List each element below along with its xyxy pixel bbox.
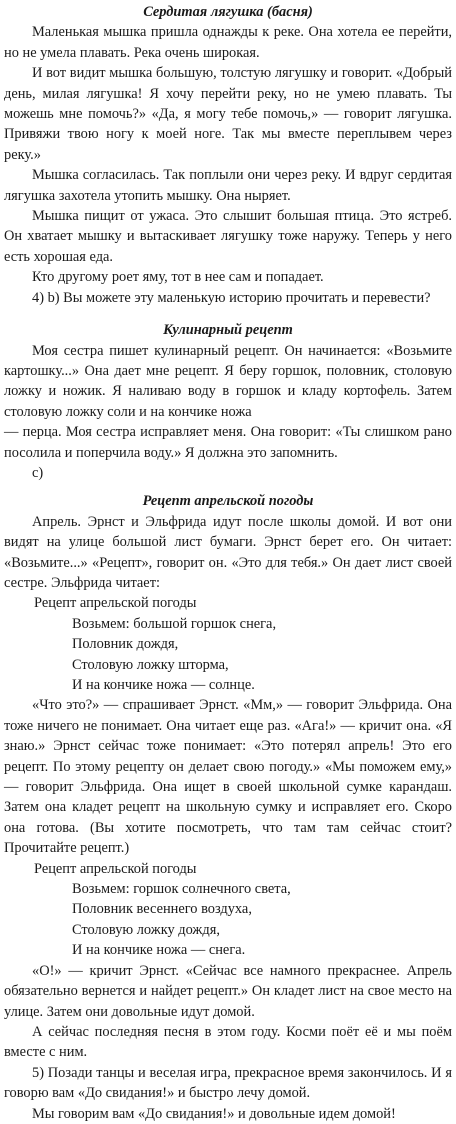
exercise-4b: 4) b) Вы можете эту маленькую историю прочитать и перевести? [32,289,431,306]
recipe-line: И на кончике ножа — снега. [72,942,246,959]
fable-paragraph: Мышка согласилась. Так поплыли они через реку. И вдруг сердитая лягушка захотела утопить мышку. Она ныряет. [4,167,452,204]
recipe-1 [4,593,452,695]
song-intro: А сейчас последняя песня в этом году. Косми поёт её и мы поём вместе с ним. [4,1023,452,1061]
recipe-line: Возьмем: горшок солнечного света, [72,881,291,898]
story-paragraph: Апрель. Эрнст и Эльфрида идут после школы домой. И вот они видят на улице большой лист бумаги. Эрнст берет его. Он читает: «Возьмите...» «Рецепт», говорит он. «Это для тебя.» Он дает лист своей сестре. Эльфрида читает: [4,513,452,591]
fable-paragraph: И вот видит мышка большую, толстую лягушку и говорит. «Добрый день, милая лягушка! Я хочу перейти реку, но не умею плавать. Ты можешь мне помочь?» «Да, я могу тебе помочь,» — говорит лягушка. Привяжи твою ногу к моей ноге. Так мы вместе переплывем через реку.» [4,65,452,163]
culinary-title: Кулинарный рецепт [163,322,293,339]
page [4,0,452,1124]
exercise-c: c) [32,464,44,481]
recipe-line: Столовую ложку шторма, [72,656,229,673]
fable-paragraph: Мышка пищит от ужаса. Это слышит большая птица. Это ястреб. Он хватает мышку и вытаскивает лягушку тоже наружу. Теперь у него есть хорошая еда. [4,208,452,265]
recipe-line: И на кончике ножа — солнце. [72,677,255,693]
fable-paragraph: Маленькая мышка пришла однажды к реке. Она хотела ее перейти, но не умела плавать. Река очень широкая. [4,24,452,61]
fable-moral: Кто другому роет яму, тот в нее сам и попадает. [32,269,324,286]
culinary-paragraph: — перца. Моя сестра исправляет меня. Она говорит: «Ты слишком рано посолила и поперчила воду.» Я должна это запомнить. [4,424,452,461]
fable-title: Сердитая лягушка (басня) [143,4,313,20]
closing-line: Мы говорим вам «До свидания!» и довольные идем домой! [32,1105,396,1122]
culinary-paragraph: Моя сестра пишет кулинарный рецепт. Он начинается: «Возьмите картошку...» Она дает мне рецепт. Я беру горшок, половник, столовую ложку и ножик. Я наливаю воду в горшок и кладу кортофель. Затем столовую ложку соли и на кончике ножа [4,342,452,420]
story-paragraph: «О!» — кричит Эрнст. «Сейчас все намного прекраснее. Апрель обязательно вернется и найдет рецепт.» Он кладет лист на свое место на улице. Затем они довольные идут домой. [4,962,452,1020]
recipe-heading: Рецепт апрельской погоды [34,595,197,612]
recipe-line: Возьмем: большой горшок снега, [72,615,277,632]
story-paragraph: «Что это?» — спрашивает Эрнст. «Мм,» — говорит Эльфрида. Она тоже ничего не понимает. Она читает еще раз. «Ага!» — кричит она. «Я знаю.» Эрнст сейчас тоже понимает: «Это потерял апрель! Это его рецепт. По этому рецепту он делает свою погоду.» «Мы поможем ему,» — говорит Эльфрида. Она ищет в своей школьной сумке карандаш. Затем она кладет рецепт на школьную сумку и исправляет его. Скоро она готова. (Вы хотите посмотреть, что там там сейчас стоит? Прочитайте рецепт.) [4,697,452,857]
recipe-line: Половник весеннего воздуха, [72,901,252,918]
recipe-line: Половник дождя, [72,636,179,653]
recipe-heading: Рецепт апрельской погоды [34,860,197,877]
exercise-5: 5) Позади танцы и веселая игра, прекрасное время закончилось. И я говорю вам «До свидания!» и быстро лечу домой. [4,1064,452,1102]
recipe-2 [4,859,452,961]
april-recipe-title: Рецепт апрельской погоды [142,493,314,510]
recipe-line: Столовую ложку дождя, [72,921,220,938]
